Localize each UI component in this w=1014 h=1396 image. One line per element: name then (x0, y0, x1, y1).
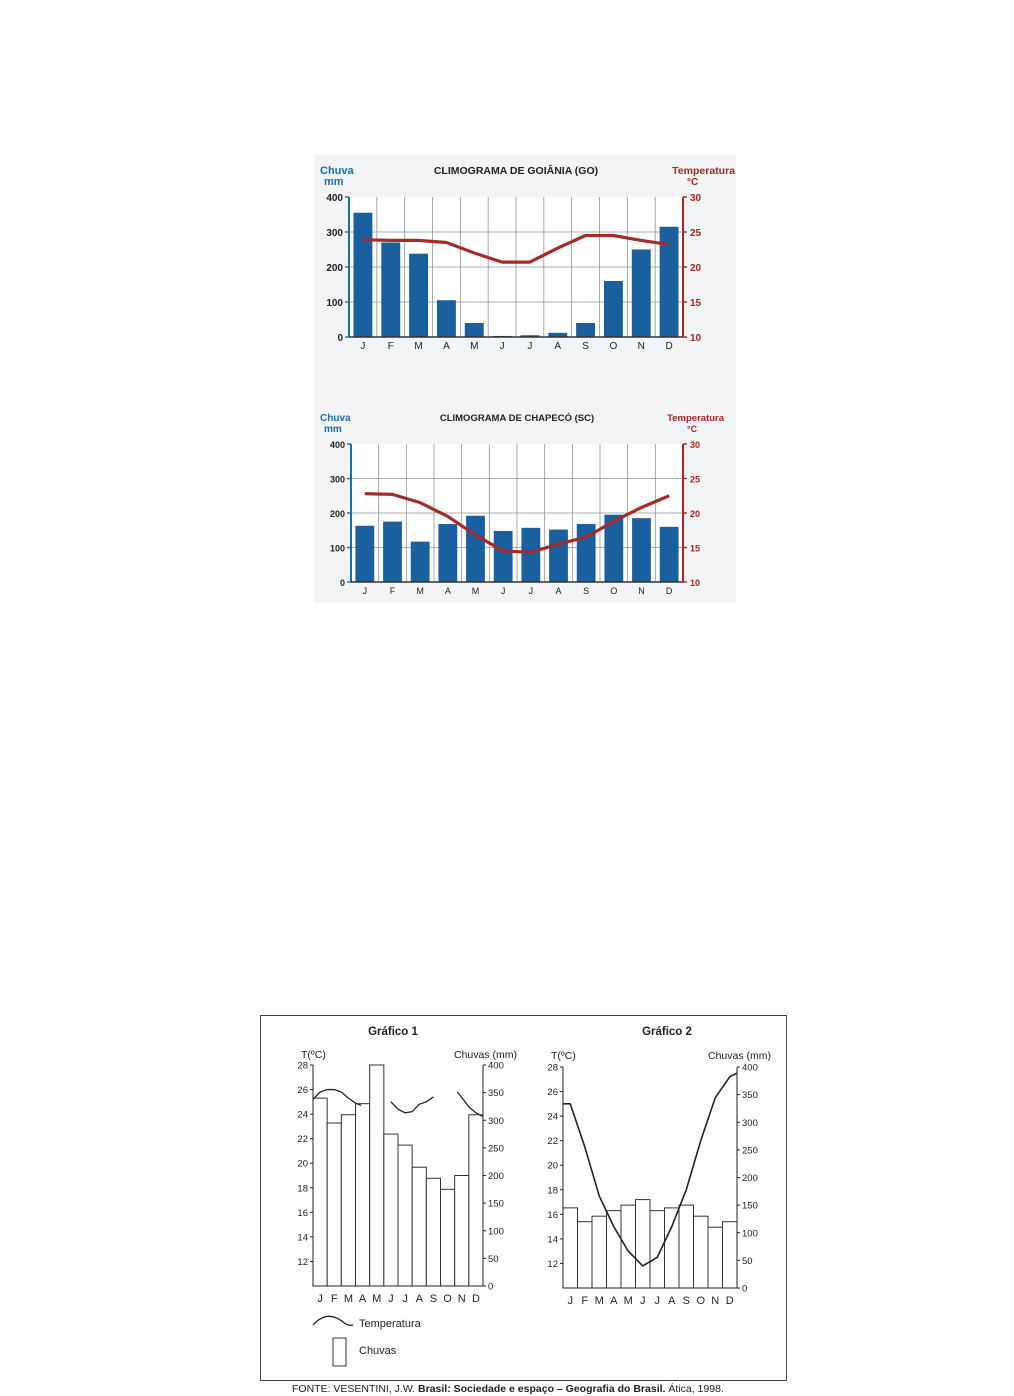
right-tick-label: 15 (690, 543, 701, 554)
rain-bar (694, 1216, 709, 1288)
left-tick-label: 28 (547, 1062, 558, 1074)
month-label: D (471, 1293, 480, 1305)
climogram-panel (314, 155, 736, 603)
left-tick-label: 16 (547, 1209, 558, 1221)
rain-bar (370, 1065, 384, 1286)
left-tick-label: 24 (297, 1109, 308, 1121)
right-tick-label: 200 (742, 1173, 758, 1184)
rain-bar (455, 1176, 469, 1287)
month-label: A (668, 1295, 676, 1307)
rain-bar (679, 1205, 694, 1288)
rain-bar (327, 1123, 341, 1286)
right-tick-label: 10 (690, 578, 701, 588)
source-prefix: FONTE: VESENTINI, J.W. (292, 1383, 419, 1395)
month-label: N (457, 1293, 466, 1305)
month-label: N (637, 341, 645, 352)
right-tick-label: 350 (488, 1088, 504, 1100)
left-tick-label: 300 (329, 474, 345, 485)
chart-title: Gráfico 1 (368, 1026, 418, 1038)
right-tick-label: 100 (488, 1226, 504, 1238)
rain-bar (604, 281, 623, 337)
graphic-3 (547, 1026, 771, 1307)
left-tick-label: 18 (297, 1183, 308, 1195)
temperature-legend-icon (313, 1316, 353, 1325)
month-label: J (362, 586, 368, 596)
month-label: J (528, 586, 534, 596)
graphic-2 (297, 1026, 517, 1305)
month-label: S (682, 1295, 690, 1307)
month-label: A (554, 341, 562, 352)
left-tick-label: 0 (337, 333, 343, 344)
rain-bar (494, 531, 513, 582)
rain-bar (341, 1115, 355, 1286)
left-tick-label: 14 (547, 1234, 558, 1246)
left-tick-label: 26 (547, 1087, 558, 1099)
right-tick-label: 20 (690, 509, 701, 519)
month-label: D (665, 586, 673, 596)
right-tick-label: 350 (742, 1090, 758, 1102)
rain-bar (578, 1222, 593, 1288)
right-axis-label: Chuvas (mm) (453, 1049, 517, 1061)
left-tick-label: 100 (326, 298, 343, 309)
left-tick-label: 0 (339, 578, 345, 588)
rain-bar (437, 300, 456, 337)
chart-title: CLIMOGRAMA DE CHAPECÓ (SC) (439, 413, 595, 424)
month-label: A (610, 1295, 618, 1307)
month-label: O (610, 586, 618, 596)
month-label: J (640, 1295, 646, 1307)
temperature-line (458, 1092, 484, 1117)
month-label: M (372, 1293, 382, 1305)
rain-bar (409, 254, 428, 337)
left-tick-label: 22 (547, 1136, 558, 1148)
rain-bar (411, 542, 430, 582)
right-tick-label: 0 (488, 1281, 494, 1293)
left-axis-label: Chuva (320, 165, 354, 177)
left-tick-label: 20 (547, 1160, 558, 1172)
rain-bar (650, 1211, 665, 1288)
rain-legend-icon (333, 1338, 346, 1366)
left-axis-unit: mm (324, 176, 344, 188)
right-axis-unit: °C (687, 177, 699, 188)
right-tick-label: 50 (488, 1253, 499, 1265)
month-label: M (343, 1293, 354, 1305)
rain-bar (723, 1222, 738, 1288)
month-label: M (471, 586, 480, 596)
rain-bar (632, 250, 651, 338)
month-label: J (499, 341, 505, 352)
graphics-frame (260, 1015, 787, 1381)
month-label: A (444, 586, 451, 596)
left-tick-label: 18 (547, 1185, 558, 1197)
rain-bar (412, 1167, 426, 1286)
rain-bar (384, 1134, 398, 1286)
right-tick-label: 400 (742, 1062, 758, 1074)
month-label: J (500, 586, 506, 596)
rain-bar (549, 530, 568, 582)
month-label: M (414, 341, 423, 352)
month-label: M (416, 586, 424, 596)
chart-title: Gráfico 2 (642, 1026, 692, 1038)
month-label: A (443, 341, 450, 352)
rain-bar (426, 1178, 440, 1286)
rain-bar (466, 516, 485, 582)
rain-bar (563, 1208, 578, 1288)
left-tick-label: 12 (297, 1256, 308, 1268)
month-label: A (358, 1293, 367, 1305)
right-tick-label: 100 (742, 1228, 758, 1240)
month-label: J (360, 341, 366, 352)
rain-bar (521, 528, 540, 582)
source-title: Brasil: Sociedade e espaço – Geografia do Brasil. (418, 1383, 666, 1395)
month-label: S (583, 586, 590, 596)
left-axis-unit: mm (324, 424, 342, 435)
rain-bar (441, 1189, 455, 1286)
month-label: F (387, 341, 394, 352)
rain-bar (465, 323, 484, 337)
rain-bar (353, 213, 372, 337)
climogram-0 (320, 164, 735, 352)
right-tick-label: 400 (488, 1060, 504, 1072)
left-tick-label: 400 (326, 193, 343, 204)
month-label: J (654, 1295, 660, 1307)
month-label: J (527, 341, 533, 352)
left-tick-label: 200 (326, 263, 343, 274)
month-label: S (582, 341, 589, 352)
rain-bar (660, 527, 679, 582)
climogram-1 (320, 412, 725, 596)
rain-legend-label: Chuvas (359, 1345, 397, 1357)
left-tick-label: 400 (329, 440, 345, 450)
month-label: M (623, 1295, 633, 1307)
month-label: A (555, 586, 562, 596)
right-tick-label: 30 (690, 440, 701, 450)
month-label: F (581, 1295, 589, 1307)
month-label: M (470, 341, 479, 352)
rain-bar (313, 1098, 327, 1286)
rain-bar (398, 1145, 412, 1286)
left-tick-label: 16 (297, 1207, 308, 1219)
right-tick-label: 25 (690, 474, 701, 485)
month-label: J (388, 1293, 394, 1305)
month-label: A (415, 1293, 423, 1305)
right-tick-label: 50 (742, 1255, 753, 1267)
left-axis-label: Chuva (320, 413, 351, 424)
month-label: J (402, 1293, 408, 1305)
source-caption (292, 1383, 724, 1395)
rain-bar (355, 526, 374, 582)
month-label: O (696, 1295, 706, 1307)
right-tick-label: 300 (488, 1115, 504, 1127)
rain-bar (665, 1208, 680, 1288)
right-axis-unit: °C (687, 424, 698, 434)
month-label: N (711, 1295, 720, 1307)
right-tick-label: 15 (690, 298, 702, 309)
left-tick-label: 24 (547, 1111, 558, 1123)
rain-bar (469, 1115, 483, 1286)
left-tick-label: 100 (329, 543, 345, 554)
rain-bar (592, 1216, 607, 1288)
right-tick-label: 25 (690, 228, 702, 239)
month-label: J (567, 1295, 573, 1307)
right-tick-label: 200 (488, 1171, 504, 1182)
right-tick-label: 10 (690, 333, 702, 344)
chart-title: CLIMOGRAMA DE GOIÂNIA (GO) (433, 165, 599, 177)
rain-bar (607, 1211, 622, 1288)
left-tick-label: 26 (297, 1085, 308, 1097)
right-tick-label: 250 (488, 1143, 504, 1155)
right-axis-label: Temperatura (672, 165, 735, 177)
left-axis-label: T(ºC) (551, 1050, 576, 1062)
rain-bar (708, 1227, 723, 1288)
right-tick-label: 150 (742, 1200, 758, 1212)
right-tick-label: 20 (690, 263, 702, 274)
rain-bar (576, 323, 595, 337)
right-tick-label: 150 (488, 1198, 504, 1210)
month-label: F (330, 1293, 338, 1305)
temperature-line (391, 1097, 434, 1113)
month-label: D (665, 341, 673, 352)
temperature-legend-label: Temperatura (359, 1318, 421, 1330)
left-tick-label: 12 (547, 1258, 558, 1270)
left-tick-label: 200 (329, 509, 345, 519)
right-tick-label: 300 (742, 1117, 758, 1129)
month-label: J (317, 1293, 323, 1305)
right-axis-label: Chuvas (mm) (707, 1050, 771, 1062)
left-axis-label: T(ºC) (301, 1049, 326, 1061)
month-label: D (725, 1295, 734, 1307)
month-label: S (429, 1293, 438, 1305)
month-label: M (594, 1295, 604, 1307)
month-label: O (609, 341, 618, 352)
source-suffix: Ática, 1998. (665, 1383, 724, 1395)
right-tick-label: 30 (690, 193, 702, 204)
month-label: F (389, 586, 396, 596)
left-tick-label: 22 (297, 1134, 308, 1146)
rain-bar (356, 1104, 370, 1286)
rain-bar (438, 524, 457, 582)
left-tick-label: 28 (297, 1060, 308, 1072)
right-tick-label: 0 (742, 1283, 748, 1295)
month-label: N (638, 586, 645, 596)
graphics-svg (261, 1016, 788, 1382)
month-label: O (443, 1293, 452, 1305)
rain-bar (621, 1205, 636, 1288)
left-tick-label: 14 (297, 1232, 308, 1244)
rain-bar (636, 1200, 651, 1288)
rain-bar (383, 522, 402, 582)
rain-bar (381, 243, 400, 338)
left-tick-label: 20 (297, 1158, 308, 1170)
right-axis-label: Temperatura (667, 413, 724, 424)
climogram-svg (314, 155, 736, 603)
rain-bar (632, 518, 651, 582)
left-tick-label: 300 (326, 228, 343, 239)
right-tick-label: 250 (742, 1145, 758, 1157)
